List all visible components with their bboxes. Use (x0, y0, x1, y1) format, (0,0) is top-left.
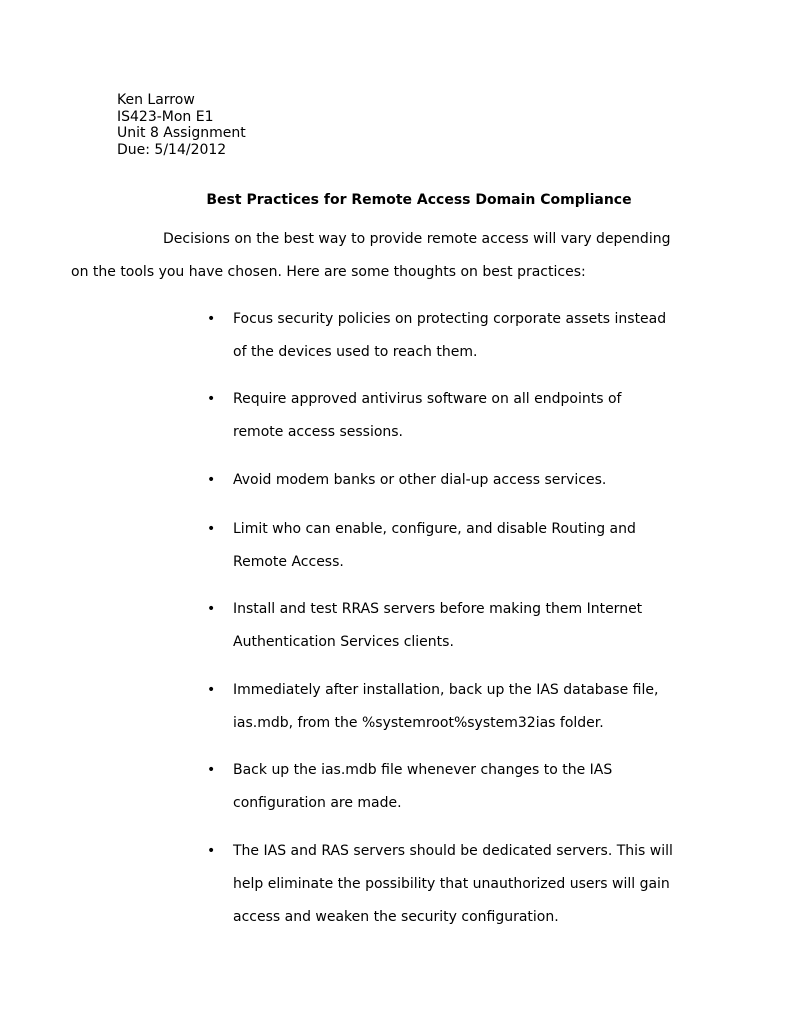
bullet-point-icon: • (207, 521, 216, 537)
list-item-text (233, 835, 677, 934)
bullet-point-icon: • (207, 311, 216, 327)
list-item (207, 593, 677, 659)
list-item (207, 383, 677, 449)
list-item-line: Limit who can enable, configure, and disable Routing and (233, 521, 636, 537)
list-item-text (233, 383, 677, 449)
intro-paragraph (71, 223, 687, 289)
list-item-line: Install and test RRAS servers before making them Internet (233, 601, 643, 617)
bullet-point-icon: • (207, 472, 216, 488)
list-item-line: Remote Access. (233, 554, 344, 570)
list-item-line: Require approved antivirus software on all endpoints of (233, 391, 622, 407)
list-item (207, 835, 677, 934)
list-item-line: Avoid modem banks or other dial-up access services. (233, 472, 607, 488)
list-item-line: remote access sessions. (233, 424, 404, 440)
assignment-name: Unit 8 Assignment (117, 125, 246, 141)
list-item-line: of the devices used to reach them. (233, 344, 478, 360)
list-item-line: configuration are made. (233, 795, 402, 811)
due-date: Due: 5/14/2012 (117, 141, 227, 158)
list-item-text (233, 754, 677, 820)
list-item-line: Authentication Services clients. (233, 634, 454, 650)
list-item-line: help eliminate the possibility that unauthorized users will gain (233, 876, 670, 892)
list-item (207, 303, 677, 369)
bullet-point-icon: • (207, 391, 216, 407)
list-item (207, 754, 677, 820)
intro-line: Decisions on the best way to provide remote access will vary depending (163, 231, 671, 247)
author-name: Ken Larrow (117, 92, 195, 108)
intro-line: on the tools you have chosen. Here are some thoughts on best practices: (71, 264, 586, 280)
document-title: Best Practices for Remote Access Domain Compliance (206, 192, 632, 208)
list-item (207, 674, 677, 740)
list-item-text (233, 593, 677, 659)
bullet-point-icon: • (207, 601, 216, 617)
list-item-line: Focus security policies on protecting corporate assets instead (233, 311, 667, 327)
course-code: IS423-Mon E1 (117, 108, 214, 125)
list-item-text (233, 303, 677, 369)
list-item-text (233, 513, 677, 579)
list-item-line: Immediately after installation, back up the IAS database file, (233, 682, 659, 698)
list-item-line: The IAS and RAS servers should be dedicated servers. This will (233, 843, 673, 859)
list-item-text (233, 464, 677, 497)
bullet-point-icon: • (207, 762, 216, 778)
list-item-line: access and weaken the security configuration. (233, 909, 559, 925)
list-item-text (233, 674, 677, 740)
list-item-line: ias.mdb, from the %systemroot%system32ias folder. (233, 715, 604, 731)
list-item-line: Back up the ias.mdb file whenever changes to the IAS (233, 762, 613, 778)
bullet-point-icon: • (207, 682, 216, 698)
list-item (207, 464, 677, 497)
list-item (207, 513, 677, 579)
bullet-point-icon: • (207, 843, 216, 859)
header-block (117, 92, 246, 158)
